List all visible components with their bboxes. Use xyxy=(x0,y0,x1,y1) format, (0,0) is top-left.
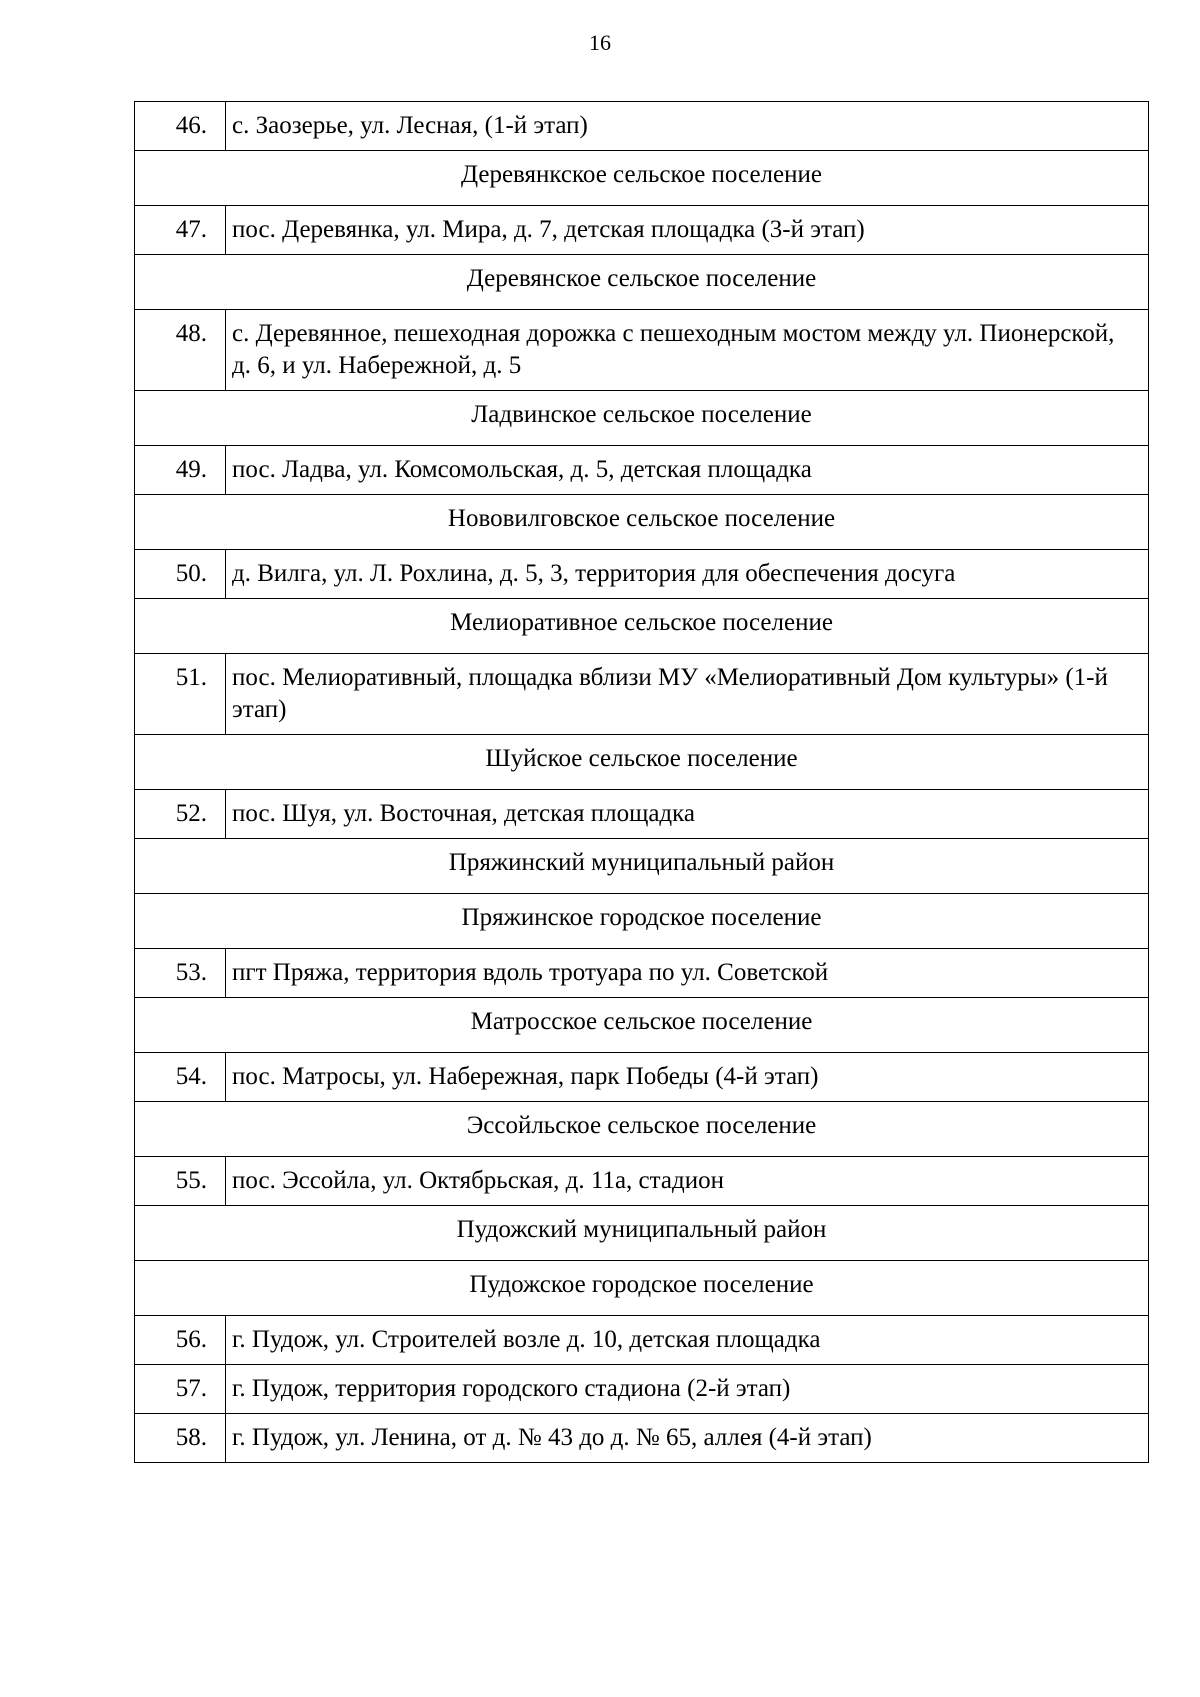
table-row xyxy=(135,1157,1149,1206)
row-description: пос. Эссойла, ул. Октябрьская, д. 11а, стадион xyxy=(226,1157,1149,1206)
row-number: 58. xyxy=(135,1414,226,1463)
table-row xyxy=(135,790,1149,839)
row-description: с. Деревянное, пешеходная дорожка с пешеходным мостом между ул. Пионерской, д. 6, и ул. Набережной, д. 5 xyxy=(226,310,1149,391)
row-description: пос. Деревянка, ул. Мира, д. 7, детская площадка (3-й этап) xyxy=(226,206,1149,255)
table-row xyxy=(135,102,1149,151)
table-row xyxy=(135,1316,1149,1365)
objects-table xyxy=(134,101,1149,1463)
row-number: 48. xyxy=(135,310,226,391)
section-title: Матросское сельское поселение xyxy=(135,998,1149,1053)
row-description: пос. Ладва, ул. Комсомольская, д. 5, детская площадка xyxy=(226,446,1149,495)
row-number: 53. xyxy=(135,949,226,998)
page-number: 16 xyxy=(589,30,611,55)
row-number: 49. xyxy=(135,446,226,495)
row-number: 46. xyxy=(135,102,226,151)
table-body xyxy=(135,102,1149,1463)
row-number: 50. xyxy=(135,550,226,599)
table-row xyxy=(135,446,1149,495)
row-description: д. Вилга, ул. Л. Рохлина, д. 5, 3, территория для обеспечения досуга xyxy=(226,550,1149,599)
section-title: Нововилговское сельское поселение xyxy=(135,495,1149,550)
section-title: Пряжинское городское поселение xyxy=(135,894,1149,949)
row-description: пос. Шуя, ул. Восточная, детская площадка xyxy=(226,790,1149,839)
section-title: Мелиоративное сельское поселение xyxy=(135,599,1149,654)
section-header-row xyxy=(135,391,1149,446)
section-title: Эссойльское сельское поселение xyxy=(135,1102,1149,1157)
section-title: Пряжинский муниципальный район xyxy=(135,839,1149,894)
row-description: пгт Пряжа, территория вдоль тротуара по ул. Советской xyxy=(226,949,1149,998)
section-header-row xyxy=(135,839,1149,894)
row-number: 54. xyxy=(135,1053,226,1102)
table-row xyxy=(135,310,1149,391)
section-header-row xyxy=(135,1102,1149,1157)
section-title: Шуйское сельское поселение xyxy=(135,735,1149,790)
table-row xyxy=(135,949,1149,998)
section-title: Пудожский муниципальный район xyxy=(135,1206,1149,1261)
table-row xyxy=(135,654,1149,735)
row-number: 47. xyxy=(135,206,226,255)
section-header-row xyxy=(135,151,1149,206)
row-description: г. Пудож, территория городского стадиона (2-й этап) xyxy=(226,1365,1149,1414)
table-row xyxy=(135,1053,1149,1102)
row-description: г. Пудож, ул. Ленина, от д. № 43 до д. № 65, аллея (4-й этап) xyxy=(226,1414,1149,1463)
row-description: с. Заозерье, ул. Лесная, (1-й этап) xyxy=(226,102,1149,151)
section-header-row xyxy=(135,255,1149,310)
section-header-row xyxy=(135,599,1149,654)
section-title: Деревянское сельское поселение xyxy=(135,255,1149,310)
table-row xyxy=(135,206,1149,255)
section-header-row xyxy=(135,495,1149,550)
section-title: Ладвинское сельское поселение xyxy=(135,391,1149,446)
section-header-row xyxy=(135,735,1149,790)
section-header-row xyxy=(135,894,1149,949)
row-number: 52. xyxy=(135,790,226,839)
row-description: г. Пудож, ул. Строителей возле д. 10, детская площадка xyxy=(226,1316,1149,1365)
row-description: пос. Мелиоративный, площадка вблизи МУ «Мелиоративный Дом культуры» (1-й этап) xyxy=(226,654,1149,735)
table-row xyxy=(135,1414,1149,1463)
section-header-row xyxy=(135,1261,1149,1316)
row-number: 55. xyxy=(135,1157,226,1206)
section-header-row xyxy=(135,998,1149,1053)
table-row xyxy=(135,1365,1149,1414)
row-number: 57. xyxy=(135,1365,226,1414)
row-number: 51. xyxy=(135,654,226,735)
section-title: Деревянкское сельское поселение xyxy=(135,151,1149,206)
table-row xyxy=(135,550,1149,599)
section-title: Пудожское городское поселение xyxy=(135,1261,1149,1316)
row-number: 56. xyxy=(135,1316,226,1365)
section-header-row xyxy=(135,1206,1149,1261)
row-description: пос. Матросы, ул. Набережная, парк Победы (4-й этап) xyxy=(226,1053,1149,1102)
